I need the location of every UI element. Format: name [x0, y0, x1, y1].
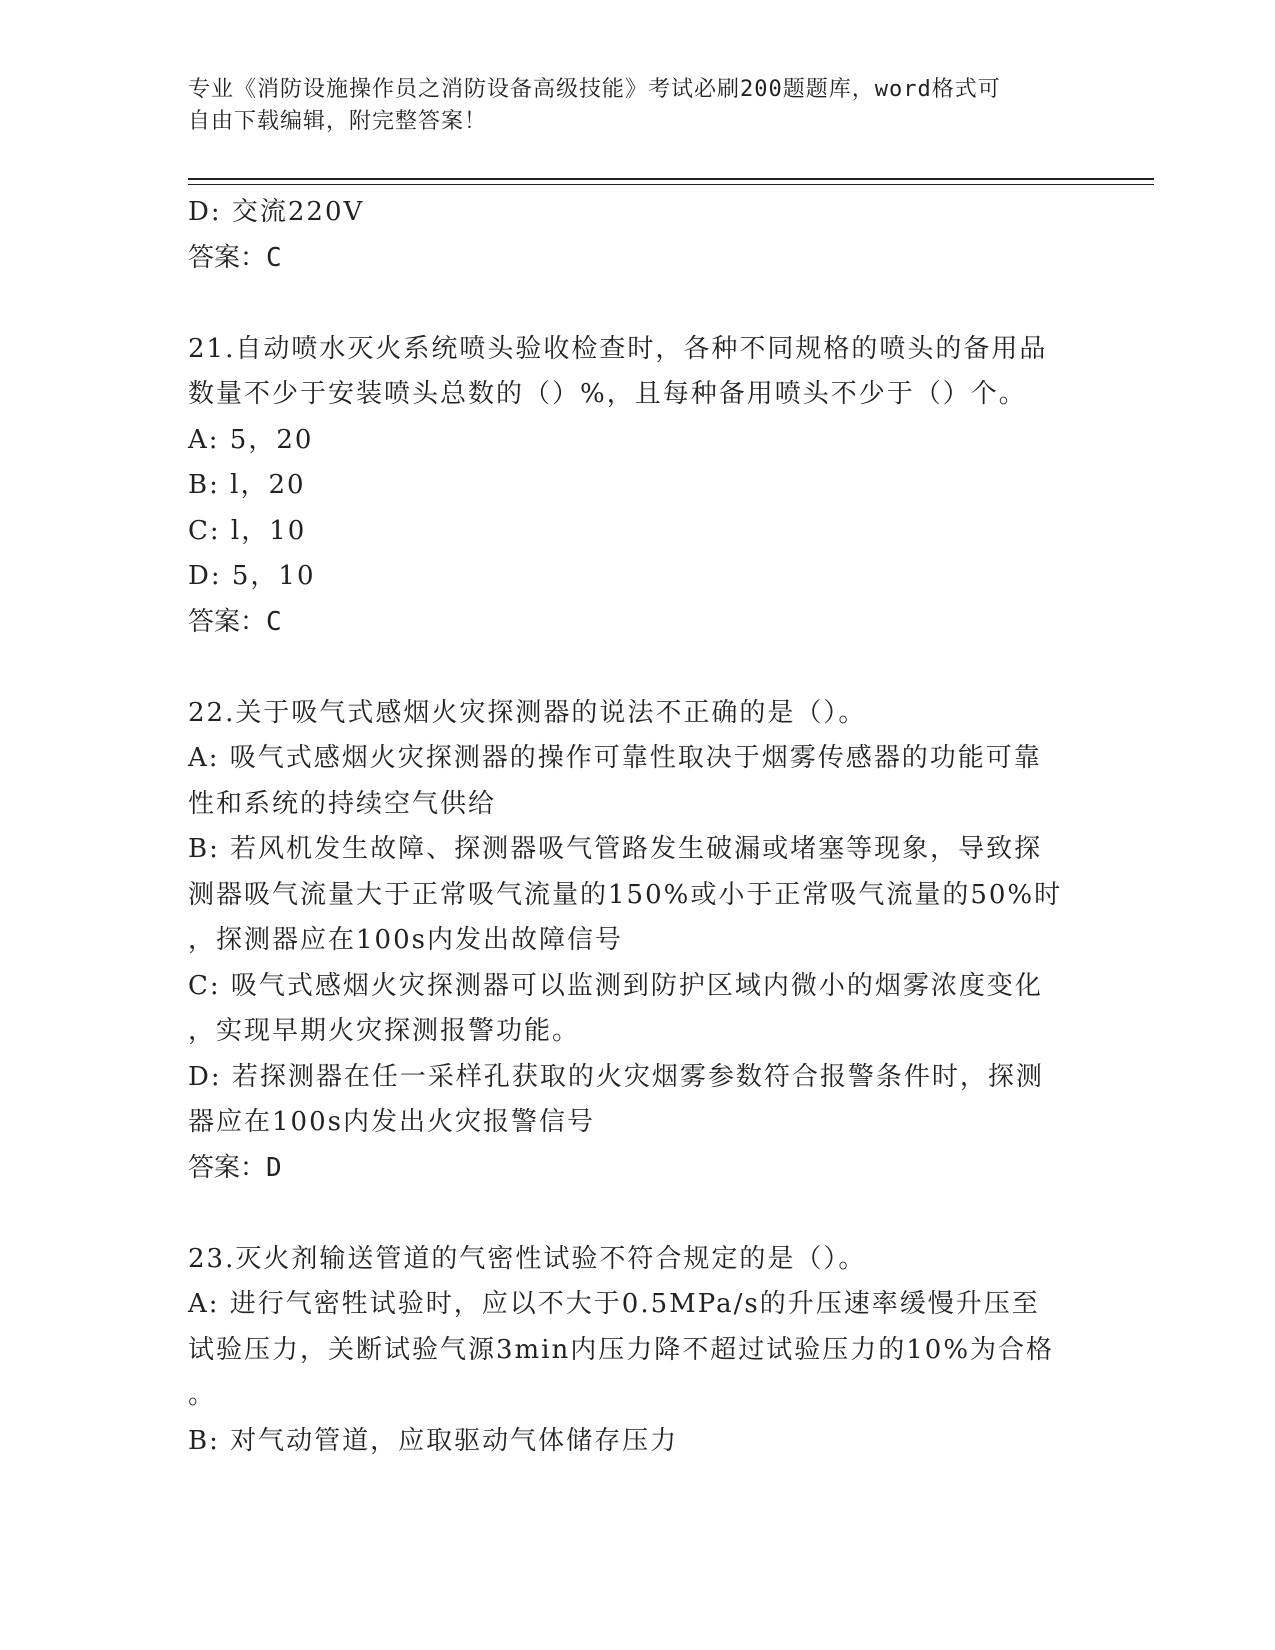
question-block-22 [188, 691, 1078, 1192]
spacer [188, 281, 1078, 327]
question-block-prev [188, 190, 1078, 281]
option-d-continued: 器应在100s内发出火灾报警信号 [188, 1107, 595, 1137]
option-a: A: 5，20 [188, 424, 314, 455]
header-divider-thick [188, 178, 1154, 180]
option-d: D: 交流220V [188, 197, 365, 227]
option-b: B: 若风机发生故障、探测器吸气管路发生破漏或堵塞等现象，导致探 [188, 834, 1043, 864]
option-a: A: 进行气密牲试验时，应以不大于0.5MPa/s的升压速率缓慢升压至 [188, 1289, 1040, 1319]
option-c: C: 吸气式感烟火灾探测器可以监测到防护区域内微小的烟雾浓度变化 [188, 970, 1043, 1001]
question-block-21 [188, 327, 1078, 646]
option-b: B: 对气动管道，应取驱动气体储存压力 [188, 1425, 679, 1456]
question-stem: 22.关于吸气式感烟火灾探测器的说法不正确的是（）。 [188, 697, 867, 728]
option-a-continued: 性和系统的持续空气供给 [188, 788, 497, 819]
header-line-1: 专业《消防设施操作员之消防设备高级技能》考试必刷200题题库，word格式可 [188, 77, 1001, 102]
option-b-continued: ，探测器应在100s内发出故障信号 [188, 925, 623, 955]
question-stem: 21.自动喷水灭火系统喷头验收检查时，各种不同规格的喷头的备用品 [188, 333, 1048, 364]
option-b-continued: 测器吸气流量大于正常吸气流量的150%或小于正常吸气流量的50%时 [188, 879, 1063, 910]
option-d: D: 5，10 [188, 561, 316, 591]
option-a-continued: 。 [188, 1380, 217, 1410]
spacer [188, 645, 1078, 691]
question-block-23 [188, 1237, 1078, 1465]
option-a-continued: 试验压力，关断试验气源3min内压力降不超过试验压力的10%为合格 [188, 1334, 1055, 1365]
option-c: C: l，10 [188, 515, 307, 546]
header-line-2: 自由下载编辑，附完整答案！ [188, 109, 488, 134]
header-divider-thin [188, 184, 1154, 185]
answer-line: 答案：C [188, 606, 282, 637]
answer-line: 答案：C [188, 242, 282, 273]
option-a: A: 吸气式感烟火灾探测器的操作可靠性取决于烟雾传感器的功能可靠 [188, 743, 1042, 773]
document-body [188, 190, 1078, 1464]
question-stem: 23.灭火剂输送管道的气密性试验不符合规定的是（）。 [188, 1243, 867, 1274]
question-stem-continued: 数量不少于安装喷头总数的（）%，且每种备用喷头不少于（）个。 [188, 379, 1027, 409]
spacer [188, 1191, 1078, 1237]
page-header [188, 74, 1088, 138]
option-b: B: l，20 [188, 470, 306, 500]
option-d: D: 若探测器在任一采样孔获取的火灾烟雾参数符合报警条件时，探测 [188, 1061, 1044, 1092]
answer-line: 答案：D [188, 1152, 282, 1183]
option-c-continued: ，实现早期火灾探测报警功能。 [188, 1016, 581, 1046]
